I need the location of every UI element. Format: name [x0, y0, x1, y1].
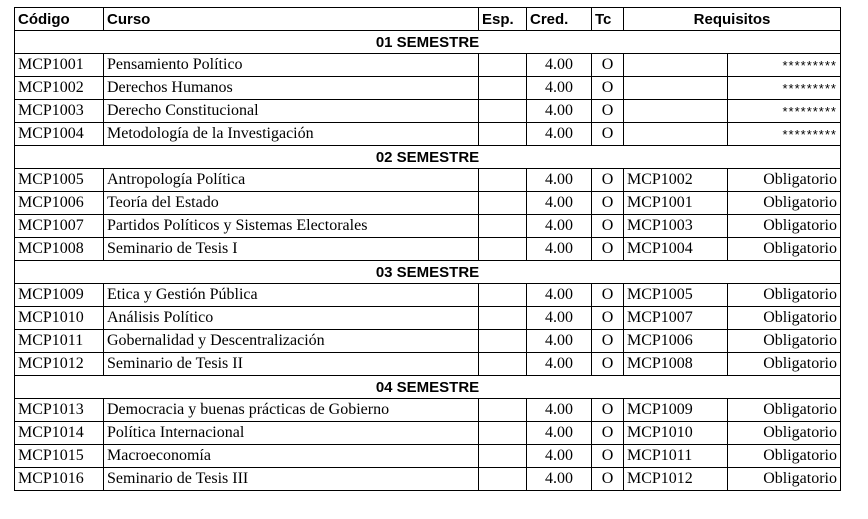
requisite-type: Obligatorio — [728, 238, 841, 261]
requisite-code: MCP1011 — [624, 445, 728, 468]
requisite-type: Obligatorio — [728, 330, 841, 353]
semester-header-row — [15, 146, 841, 169]
course-esp — [479, 169, 527, 192]
course-tc: O — [592, 284, 624, 307]
semester-header-row — [15, 261, 841, 284]
course-credits: 4.00 — [527, 54, 592, 77]
requisite-code: MCP1012 — [624, 468, 728, 491]
requisite-type: Obligatorio — [728, 468, 841, 491]
col-header-codigo: Código — [15, 8, 104, 31]
course-credits: 4.00 — [527, 123, 592, 146]
requisite-code: MCP1008 — [624, 353, 728, 376]
course-tc: O — [592, 169, 624, 192]
semester-title: 03 SEMESTRE — [15, 261, 841, 284]
course-name: Metodología de la Investigación — [104, 123, 479, 146]
requisite-type: ********* — [728, 123, 841, 146]
course-code: MCP1009 — [15, 284, 104, 307]
course-esp — [479, 123, 527, 146]
requisite-type: Obligatorio — [728, 422, 841, 445]
course-esp — [479, 445, 527, 468]
course-code: MCP1007 — [15, 215, 104, 238]
course-credits: 4.00 — [527, 284, 592, 307]
course-credits: 4.00 — [527, 100, 592, 123]
course-esp — [479, 422, 527, 445]
course-name: Etica y Gestión Pública — [104, 284, 479, 307]
course-tc: O — [592, 77, 624, 100]
requisite-code: MCP1010 — [624, 422, 728, 445]
course-tc: O — [592, 353, 624, 376]
course-code: MCP1006 — [15, 192, 104, 215]
requisite-code — [624, 77, 728, 100]
course-code: MCP1014 — [15, 422, 104, 445]
col-header-requisitos: Requisitos — [624, 8, 841, 31]
semester-title: 04 SEMESTRE — [15, 376, 841, 399]
course-name: Macroeconomía — [104, 445, 479, 468]
course-credits: 4.00 — [527, 353, 592, 376]
table-row — [15, 123, 841, 146]
course-name: Derechos Humanos — [104, 77, 479, 100]
course-credits: 4.00 — [527, 192, 592, 215]
requisite-type: Obligatorio — [728, 307, 841, 330]
course-code: MCP1013 — [15, 399, 104, 422]
course-esp — [479, 330, 527, 353]
requisite-type: Obligatorio — [728, 399, 841, 422]
course-name: Antropología Política — [104, 169, 479, 192]
semester-title: 01 SEMESTRE — [15, 31, 841, 54]
course-tc: O — [592, 215, 624, 238]
requisite-type: Obligatorio — [728, 192, 841, 215]
course-esp — [479, 192, 527, 215]
requisite-code — [624, 123, 728, 146]
requisite-type: ********* — [728, 77, 841, 100]
requisite-code: MCP1003 — [624, 215, 728, 238]
course-esp — [479, 77, 527, 100]
requisite-type: Obligatorio — [728, 215, 841, 238]
table-row — [15, 307, 841, 330]
table-row — [15, 54, 841, 77]
table-row — [15, 445, 841, 468]
requisite-type: Obligatorio — [728, 284, 841, 307]
course-code: MCP1010 — [15, 307, 104, 330]
course-name: Derecho Constitucional — [104, 100, 479, 123]
course-tc: O — [592, 468, 624, 491]
requisite-code: MCP1001 — [624, 192, 728, 215]
course-esp — [479, 100, 527, 123]
course-tc: O — [592, 445, 624, 468]
course-name: Democracia y buenas prácticas de Gobierno — [104, 399, 479, 422]
course-code: MCP1001 — [15, 54, 104, 77]
table-row — [15, 284, 841, 307]
course-code: MCP1011 — [15, 330, 104, 353]
course-tc: O — [592, 330, 624, 353]
course-esp — [479, 399, 527, 422]
course-esp — [479, 468, 527, 491]
requisite-type: Obligatorio — [728, 169, 841, 192]
table-row — [15, 422, 841, 445]
requisite-code — [624, 100, 728, 123]
course-code: MCP1015 — [15, 445, 104, 468]
requisite-code: MCP1007 — [624, 307, 728, 330]
course-tc: O — [592, 307, 624, 330]
course-code: MCP1016 — [15, 468, 104, 491]
col-header-curso: Curso — [104, 8, 479, 31]
requisite-type: ********* — [728, 100, 841, 123]
requisite-type: Obligatorio — [728, 353, 841, 376]
course-tc: O — [592, 399, 624, 422]
course-code: MCP1008 — [15, 238, 104, 261]
table-row — [15, 77, 841, 100]
col-header-cred: Cred. — [527, 8, 592, 31]
requisite-code: MCP1004 — [624, 238, 728, 261]
semester-header-row — [15, 31, 841, 54]
course-name: Pensamiento Político — [104, 54, 479, 77]
col-header-tc: Tc — [592, 8, 624, 31]
course-code: MCP1002 — [15, 77, 104, 100]
requisite-type: ********* — [728, 54, 841, 77]
course-esp — [479, 307, 527, 330]
course-credits: 4.00 — [527, 169, 592, 192]
course-name: Seminario de Tesis I — [104, 238, 479, 261]
course-esp — [479, 215, 527, 238]
course-code: MCP1003 — [15, 100, 104, 123]
course-name: Análisis Político — [104, 307, 479, 330]
table-row — [15, 100, 841, 123]
requisite-code: MCP1006 — [624, 330, 728, 353]
course-esp — [479, 353, 527, 376]
course-name: Política Internacional — [104, 422, 479, 445]
table-row — [15, 169, 841, 192]
table-row — [15, 192, 841, 215]
requisite-code: MCP1005 — [624, 284, 728, 307]
course-tc: O — [592, 123, 624, 146]
header-row — [15, 8, 841, 31]
course-code: MCP1004 — [15, 123, 104, 146]
semester-title: 02 SEMESTRE — [15, 146, 841, 169]
course-esp — [479, 54, 527, 77]
course-credits: 4.00 — [527, 399, 592, 422]
table-row — [15, 353, 841, 376]
course-tc: O — [592, 100, 624, 123]
course-credits: 4.00 — [527, 422, 592, 445]
course-name: Gobernalidad y Descentralización — [104, 330, 479, 353]
semester-header-row — [15, 376, 841, 399]
course-esp — [479, 284, 527, 307]
course-name: Seminario de Tesis III — [104, 468, 479, 491]
course-name: Seminario de Tesis II — [104, 353, 479, 376]
course-credits: 4.00 — [527, 77, 592, 100]
table-row — [15, 330, 841, 353]
col-header-esp: Esp. — [479, 8, 527, 31]
course-code: MCP1012 — [15, 353, 104, 376]
course-credits: 4.00 — [527, 330, 592, 353]
course-tc: O — [592, 192, 624, 215]
course-credits: 4.00 — [527, 238, 592, 261]
table-row — [15, 238, 841, 261]
course-name: Teoría del Estado — [104, 192, 479, 215]
table-body — [15, 31, 841, 491]
table-row — [15, 399, 841, 422]
course-tc: O — [592, 238, 624, 261]
course-esp — [479, 238, 527, 261]
course-credits: 4.00 — [527, 215, 592, 238]
course-tc: O — [592, 54, 624, 77]
requisite-code: MCP1009 — [624, 399, 728, 422]
course-credits: 4.00 — [527, 445, 592, 468]
course-credits: 4.00 — [527, 307, 592, 330]
table-row — [15, 215, 841, 238]
course-code: MCP1005 — [15, 169, 104, 192]
requisite-code — [624, 54, 728, 77]
course-tc: O — [592, 422, 624, 445]
curriculum-table — [14, 7, 841, 491]
requisite-type: Obligatorio — [728, 445, 841, 468]
requisite-code: MCP1002 — [624, 169, 728, 192]
course-credits: 4.00 — [527, 468, 592, 491]
table-row — [15, 468, 841, 491]
course-name: Partidos Políticos y Sistemas Electorales — [104, 215, 479, 238]
